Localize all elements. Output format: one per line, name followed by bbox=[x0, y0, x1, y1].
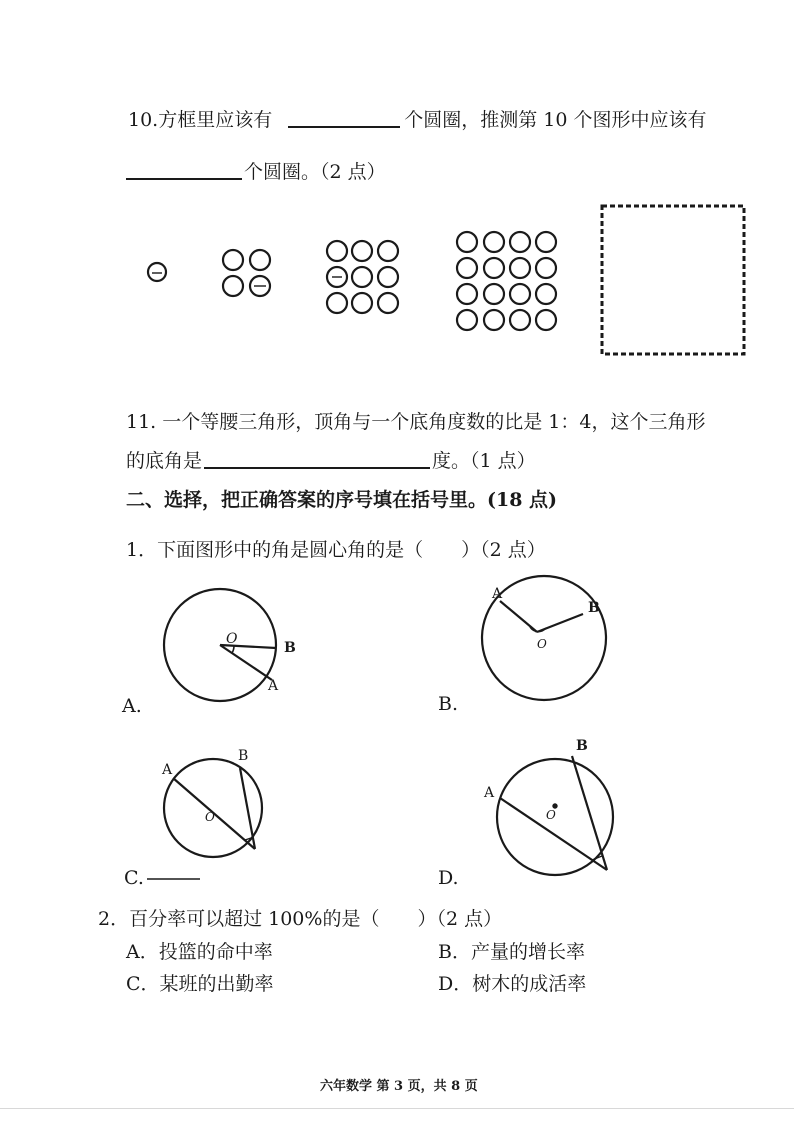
page-bottom-divider bbox=[0, 1108, 794, 1109]
mc1-option-b[interactable]: B. bbox=[438, 693, 459, 715]
mc1-question: 1．下面图形中的角是圆心角的是（ ）（2 点） bbox=[126, 539, 546, 561]
mc1-option-c[interactable]: C. bbox=[124, 867, 144, 889]
mc2-option-d[interactable]: D．树木的成活率 bbox=[438, 973, 587, 995]
fig-d-center-label: O bbox=[546, 808, 556, 822]
fig-b-center-label: O bbox=[537, 637, 547, 651]
mc2-option-b[interactable]: B．产量的增长率 bbox=[438, 941, 585, 963]
fig-b-point-b-label: B bbox=[588, 600, 600, 616]
fig-c-center-label: O bbox=[205, 810, 215, 824]
q10-text-c: 个圆圈。（2 点） bbox=[244, 161, 386, 183]
mc1-option-a[interactable]: A. bbox=[122, 695, 142, 717]
q11-text-a: 的底角是 bbox=[126, 450, 203, 472]
circle-figure-a bbox=[164, 589, 279, 701]
fig-b-point-a-label: A bbox=[492, 586, 503, 602]
q10-text-b: 个圆圈，推测第 10 个图形中应该有 bbox=[404, 109, 707, 131]
page-footer: 六年数学 第 3 页，共 8 页 bbox=[320, 1079, 478, 1094]
circle-figure-c bbox=[164, 759, 262, 857]
fig-c-point-b-label: B bbox=[238, 748, 249, 764]
q10-text-a: 10.方框里应该有 bbox=[128, 109, 273, 131]
fig-a-point-b-label: B bbox=[284, 640, 296, 656]
mc1-option-d[interactable]: D. bbox=[438, 867, 459, 889]
fig-c-point-a-label: A bbox=[162, 762, 173, 778]
section-2-title: 二、选择，把正确答案的序号填在括号里。(18 点) bbox=[126, 489, 558, 511]
q11-line1: 11. 一个等腰三角形，顶角与一个底角度数的比是 1：4，这个三角形 bbox=[126, 411, 706, 433]
fig-a-center-label: O bbox=[226, 631, 238, 647]
fig-d-point-b-label: B bbox=[576, 738, 588, 754]
q11-text-b: 度。（1 点） bbox=[432, 450, 536, 472]
fig-a-point-a-label: A bbox=[268, 678, 279, 694]
mc2-option-c[interactable]: C．某班的出勤率 bbox=[126, 973, 274, 995]
mc2-question: 2．百分率可以超过 100%的是（ ）（2 点） bbox=[98, 908, 503, 930]
mc2-option-a[interactable]: A．投篮的命中率 bbox=[126, 941, 273, 963]
fig-d-point-a-label: A bbox=[484, 785, 495, 801]
